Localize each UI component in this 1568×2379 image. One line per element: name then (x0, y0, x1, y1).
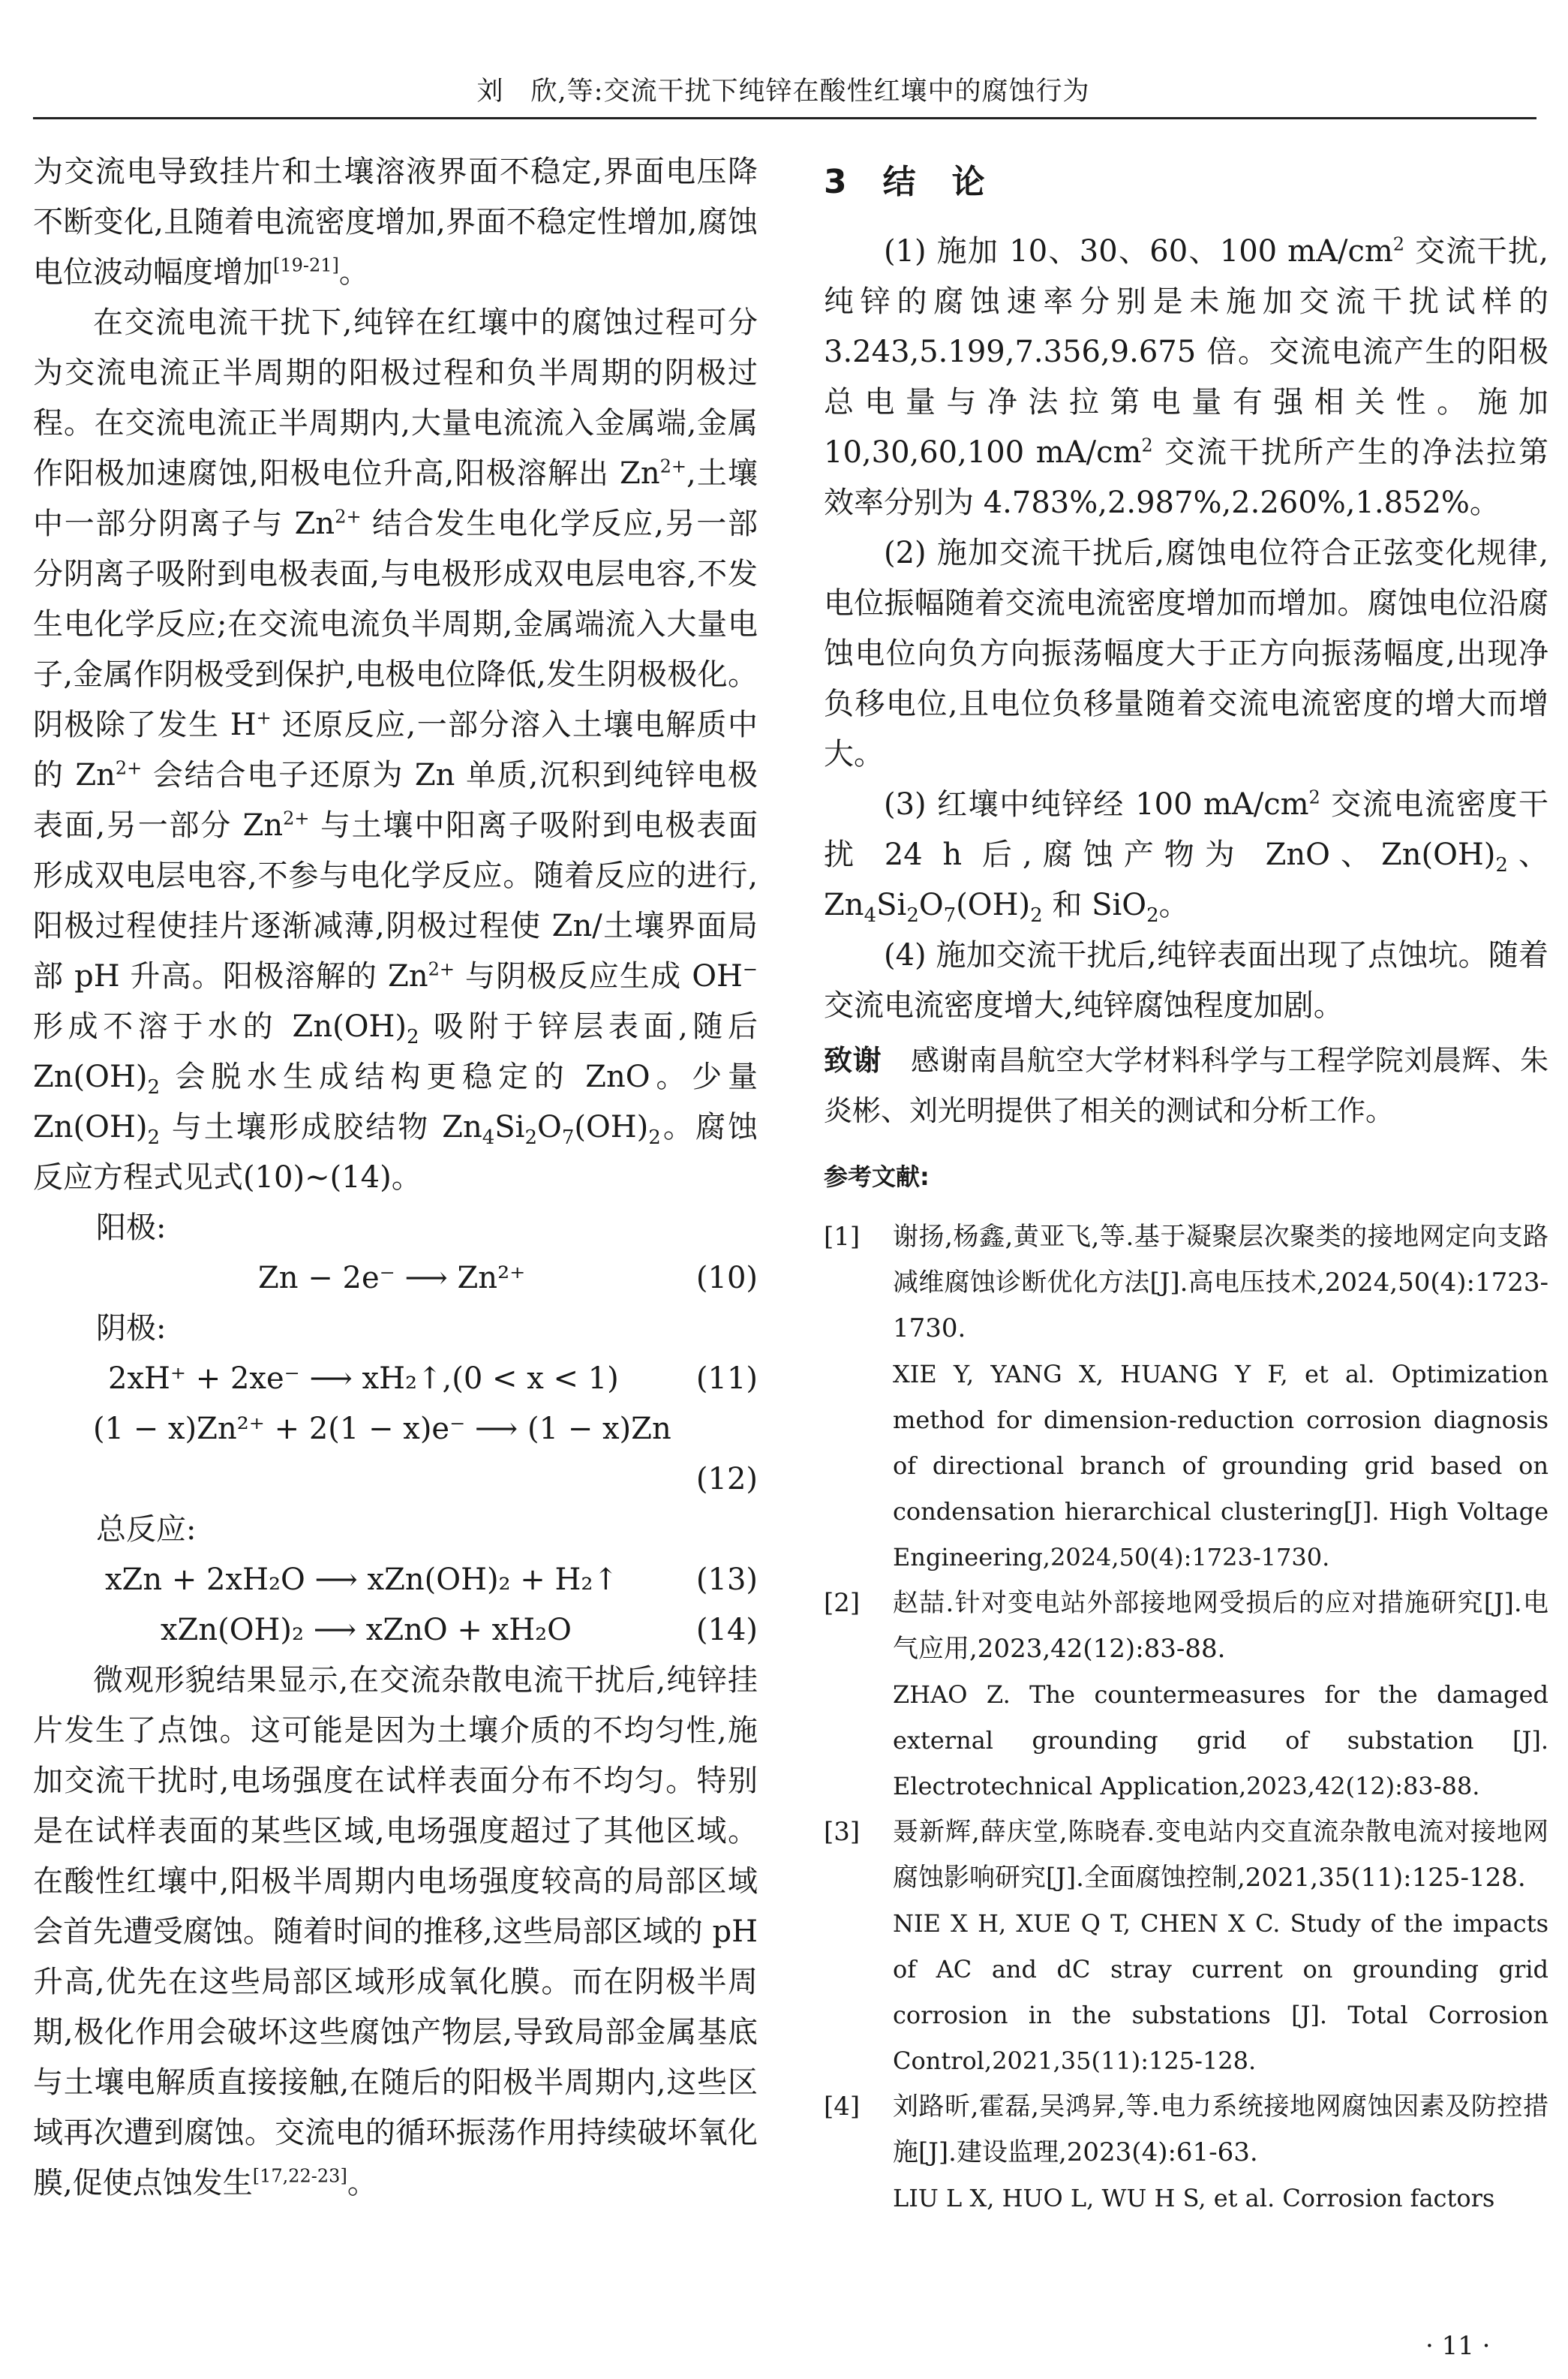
reference-en: ZHAO Z. The countermeasures for the damaged external grounding grid of substation [J]. Electrotechnical Application,2023,42(12):83-88. (893, 1680, 1548, 1800)
text: 会结合电子还原为 Zn 单质,沉积到纯锌电极表面,另一部分 Zn (33, 758, 758, 843)
subscript: 2 (147, 1076, 160, 1099)
right-column (824, 147, 1548, 2221)
subscript: 2 (1495, 854, 1508, 877)
text: 。 (347, 2166, 377, 2200)
equation-text: xZn + 2xH₂O ⟶ xZn(OH)₂ + H₂↑ (105, 1562, 618, 1597)
text: 和 SiO (1042, 888, 1147, 922)
subscript: 2 (1030, 904, 1043, 927)
subscript: 7 (943, 904, 957, 927)
superscript: 2+ (335, 506, 362, 528)
text: Si (876, 888, 907, 922)
acknowledgement (824, 1036, 1548, 1136)
text: 交流干扰,纯锌的腐蚀速率分别是未施加交流干扰试样的3.243,5.199,7.356,9.675 倍。交流电流产生的阳极总电量与净法拉第电量有强相关性。施加 10,30,60,100 mA/cm (824, 234, 1548, 470)
reference-en: XIE Y, YANG X, HUANG Y F, et al. Optimization method for dimension-reduction corrosion diagnosis of directional branch of grounding grid based on condensation hierarchical clustering[J]. High Voltage Engineering,2024,50(4):1723-1730. (893, 1360, 1548, 1571)
text: (OH) (956, 888, 1031, 922)
equation-12 (33, 1404, 758, 1454)
anode-label: 阳极: (96, 1211, 167, 1245)
equation-10 (33, 1253, 758, 1304)
total-label: 总反应: (96, 1512, 197, 1547)
reference-item (824, 1214, 1548, 1580)
reference-en: LIU L X, HUO L, WU H S, et al. Corrosion factors (893, 2184, 1495, 2212)
subscript: 2 (648, 1126, 661, 1149)
cathode-label: 阴极: (96, 1311, 167, 1346)
superscript: 2 (1392, 233, 1405, 255)
subscript: 2 (906, 904, 919, 927)
text: 。腐蚀反应方程式见式(10)~(14)。 (33, 1110, 758, 1195)
ack-text: 感谢南昌航空大学材料科学与工程学院刘晨辉、朱炎彬、刘光明提供了相关的测试和分析工作。 (824, 1044, 1548, 1127)
superscript: + (256, 707, 272, 729)
citation: [19-21] (273, 254, 339, 276)
conclusion-3 (824, 780, 1548, 931)
ack-label: 致谢 (824, 1044, 882, 1077)
equation-text: Zn − 2e⁻ ⟶ Zn²⁺ (258, 1261, 526, 1295)
page-number: · 11 · (1425, 2331, 1491, 2361)
text: 。 (338, 255, 369, 290)
equation-number: (11) (695, 1361, 758, 1396)
text: (3) 红壤中纯锌经 100 mA/cm (884, 787, 1309, 822)
reference-item (824, 1809, 1548, 2084)
text: 与土壤形成胶结物 Zn (160, 1110, 482, 1144)
equation-number: (12) (695, 1462, 758, 1496)
equation-text: 2xH⁺ + 2xe⁻ ⟶ xH₂↑,(0 < x < 1) (108, 1361, 619, 1396)
reference-cn: 聂新辉,薛庆堂,陈晓春.变电站内交直流杂散电流对接地网腐蚀影响研究[J].全面腐蚀控制,2021,35(11):125-128. (893, 1817, 1548, 1893)
subscript: 2 (1146, 904, 1159, 927)
superscript: 2+ (659, 456, 686, 477)
text: ,土壤中一部分阴离子与 Zn (33, 456, 758, 541)
paragraph (33, 298, 758, 1203)
text: (1) 施加 10、30、60、100 mA/cm (884, 234, 1393, 269)
text: 为交流电导致挂片和土壤溶液界面不稳定,界面电压降不断变化,且随着电流密度增加,界面不稳定性增加,腐蚀电位波动幅度增加 (33, 155, 758, 290)
reference-en: NIE X H, XUE Q T, CHEN X C. Study of the impacts of AC and dC stray current on grounding grid corrosion in the substations [J]. Total Corrosion Control,2021,35(11):125-128. (893, 1909, 1548, 2075)
superscript: 2+ (115, 757, 143, 779)
reference-tag: [1] (824, 1222, 861, 1252)
subscript: 2 (406, 1026, 419, 1048)
equation-13 (33, 1555, 758, 1605)
text: 、Zn (824, 838, 1548, 922)
reference-tag: [3] (824, 1817, 861, 1847)
equation-number: (14) (695, 1613, 758, 1647)
section-title: 3 结 论 (824, 163, 987, 201)
text: 形成不溶于水的 Zn(OH) (33, 1009, 407, 1044)
reference-item (824, 1580, 1548, 1809)
conclusion-4: (4) 施加交流干扰后,纯锌表面出现了点蚀坑。随着交流电流密度增大,纯锌腐蚀程度加剧。 (824, 938, 1548, 1023)
equation-11 (33, 1354, 758, 1404)
header-rule (33, 117, 1536, 119)
subscript: 7 (561, 1126, 575, 1149)
text: 。 (1158, 888, 1189, 922)
paragraph (33, 147, 758, 298)
text: Si (494, 1110, 525, 1144)
reference-cn: 刘路昕,霍磊,吴鸿昇,等.电力系统接地网腐蚀因素及防控措施[J].建设监理,2023(4):61-63. (893, 2092, 1548, 2167)
references-title: 参考文献: (824, 1162, 930, 1191)
running-header: 刘 欣,等:交流干扰下纯锌在酸性红壤中的腐蚀行为 (476, 77, 1090, 107)
subscript: 4 (482, 1126, 495, 1149)
text: 吸附于锌层表面,随后 Zn(OH) (33, 1009, 758, 1094)
equation-12-number (33, 1454, 758, 1505)
reference-tag: [2] (824, 1588, 861, 1618)
superscript: 2+ (283, 808, 310, 829)
superscript: − (742, 958, 758, 980)
equation-number: (13) (695, 1562, 758, 1597)
equation-number: (10) (695, 1261, 758, 1295)
subscript: 2 (524, 1126, 538, 1149)
paragraph (33, 1656, 758, 2209)
text: 与阴极反应生成 OH (454, 959, 743, 994)
text: 与土壤中阳离子吸附到电极表面形成双电层电容,不参与电化学反应。随着反应的进行,阳极过程使挂片逐渐减薄,阴极过程使 Zn/土壤界面局部 pH 升高。阳极溶解的 Zn (33, 808, 758, 994)
superscript: 2 (1308, 786, 1320, 808)
reference-item (824, 2084, 1548, 2221)
text: 在交流电流干扰下,纯锌在红壤中的腐蚀过程可分为交流电流正半周期的阳极过程和负半周期的阴极过程。在交流电流正半周期内,大量电流流入金属端,金属作阳极加速腐蚀,阳极电位升高,阳极溶解出 Zn (33, 305, 758, 491)
text: 微观形貌结果显示,在交流杂散电流干扰后,纯锌挂片发生了点蚀。这可能是因为土壤介质的不均匀性,施加交流干扰时,电场强度在试样表面分布不均匀。特别是在试样表面的某些区域,电场强度超过了其他区域。在酸性红壤中,阳极半周期内电场强度较高的局部区域会首先遭受腐蚀。随着时间的推移,这些局部区域的 pH 升高,优先在这些局部区域形成氧化膜。而在阴极半周期,极化作用会破坏这些腐蚀产物层,导致局部金属基底与土壤电解质直接接触,在随后的阳极半周期内,这些区域再次遭到腐蚀。交流电的循环振荡作用持续破坏氧化膜,促使点蚀发生 (33, 1663, 758, 2200)
text: 会脱水生成结构更稳定的 ZnO。少量 Zn(OH) (33, 1060, 758, 1144)
equation-text: (1 − x)Zn²⁺ + 2(1 − x)e⁻ ⟶ (1 − x)Zn (93, 1412, 671, 1446)
superscript: 2+ (428, 958, 455, 980)
text: 结合发生电化学反应,另一部分阴离子吸附到电极表面,与电极形成双电层电容,不发生电化学反应;在交流电流负半周期,金属端流入大量电子,金属作阴极受到保护,电极电位降低,发生阴极极化。阴极除了发生 H (33, 507, 758, 742)
reference-cn: 谢扬,杨鑫,黄亚飞,等.基于凝聚层次聚类的接地网定向支路减维腐蚀诊断优化方法[J].高电压技术,2024,50(4):1723-1730. (893, 1222, 1548, 1343)
subscript: 4 (864, 904, 877, 927)
text: 交流电流密度干扰 24 h 后,腐蚀产物为 ZnO、Zn(OH) (824, 787, 1548, 872)
equation-14 (33, 1605, 758, 1656)
subscript: 2 (147, 1126, 160, 1149)
text: O (537, 1110, 562, 1144)
conclusion-1 (824, 227, 1548, 528)
text: 还原反应,一部分溶入土壤电解质中的 Zn (33, 708, 758, 792)
superscript: 2 (1141, 435, 1153, 456)
text: (OH) (574, 1110, 649, 1144)
text: 交流干扰所产生的净法拉第效率分别为 4.783%,2.987%,2.260%,1.852%。 (824, 435, 1549, 520)
text: O (918, 888, 944, 922)
citation: [17,22-23] (252, 2165, 347, 2187)
left-column (33, 147, 758, 2209)
equation-text: xZn(OH)₂ ⟶ xZnO + xH₂O (161, 1613, 572, 1647)
reference-tag: [4] (824, 2092, 861, 2122)
conclusion-2: (2) 施加交流干扰后,腐蚀电位符合正弦变化规律,电位振幅随着交流电流密度增加而增加。腐蚀电位沿腐蚀电位向负方向振荡幅度大于正方向振荡幅度,出现净负移电位,且电位负移量随着交流电流密度的增大而增大。 (824, 536, 1548, 771)
reference-cn: 赵喆.针对变电站外部接地网受损后的应对措施研究[J].电气应用,2023,42(12):83-88. (893, 1588, 1548, 1664)
